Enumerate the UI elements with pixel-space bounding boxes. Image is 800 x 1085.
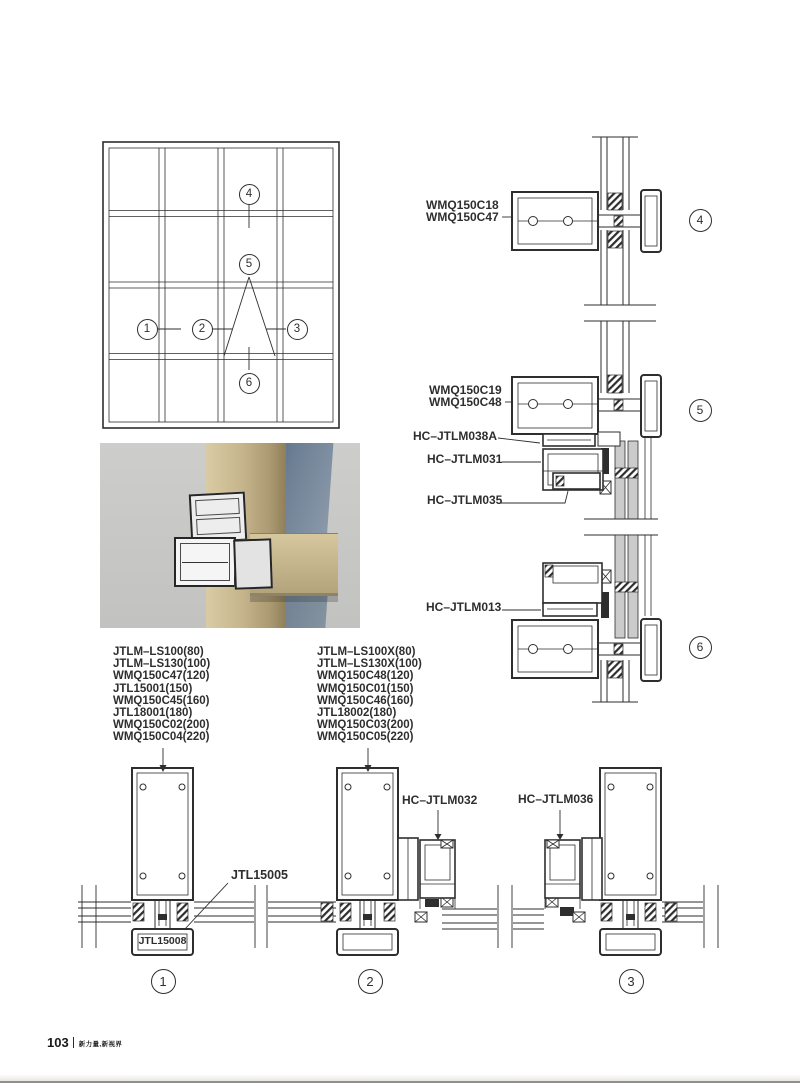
profile-label: WMQ150C48	[429, 395, 502, 410]
section5-sash-bead-label: HC–JTLM035	[427, 493, 503, 507]
part-list-item: WMQ150C46(160)	[317, 694, 414, 707]
section3-sash	[545, 810, 602, 909]
part-list-item: JTLM–LS100X(80)	[317, 646, 416, 658]
photo-sash-profile	[189, 492, 247, 544]
elevation-callout-1: 1	[137, 319, 158, 340]
part-list-item: WMQ150C01(150)	[317, 682, 414, 695]
part-list-item: JTL15001(150)	[113, 682, 193, 695]
part-list-item: WMQ150C02(200)	[113, 719, 210, 732]
section1-cap-label: JTL15008	[138, 935, 187, 947]
part-list-item: JTL18001(180)	[113, 707, 193, 720]
section4-profile-labels	[426, 199, 499, 224]
section4-callout: 4	[689, 209, 712, 232]
section2-callout: 2	[358, 969, 383, 994]
section1-callout: 1	[151, 969, 176, 994]
section3-mullion	[600, 768, 661, 955]
elevation-callout-6: 6	[239, 373, 260, 394]
page-number: 103	[47, 1035, 69, 1050]
section2-mullion	[337, 748, 398, 955]
profile-label: WMQ150C47	[426, 210, 499, 225]
section5-transom	[505, 375, 661, 437]
part-list-item: JTLM–LS130X(100)	[317, 658, 422, 671]
section4-transom	[502, 190, 661, 252]
section6-vent-sash	[502, 563, 602, 616]
cover-cap	[600, 929, 661, 955]
part-list-item: WMQ150C45(160)	[113, 694, 210, 707]
photo-shadow	[250, 593, 338, 602]
elevation-callout-3: 3	[287, 319, 308, 340]
profile-label: WMQ150C19	[429, 383, 502, 397]
part-list-item: WMQ150C47(120)	[113, 670, 210, 683]
elevation-callout-4: 4	[239, 184, 260, 205]
section5-profile-labels	[429, 384, 502, 409]
section3-sash-label: HC–JTLM036	[518, 792, 594, 806]
elevation-callout-5: 5	[239, 254, 260, 275]
part-list-item: JTLM–LS130(100)	[113, 658, 211, 671]
part-list-right	[317, 646, 422, 744]
section2-sash-label: HC–JTLM032	[402, 793, 478, 807]
part-list-item: JTL18002(180)	[317, 707, 397, 720]
cover-cap	[641, 619, 661, 681]
cover-cap	[641, 190, 661, 252]
elevation-grid	[103, 142, 339, 428]
section6-callout: 6	[689, 636, 712, 659]
section6-transom	[512, 619, 661, 681]
cover-cap	[641, 375, 661, 437]
section3-callout: 3	[619, 969, 644, 994]
photo-mullion-profile	[174, 537, 236, 587]
section1-mullion	[132, 748, 228, 955]
section5-sash-top-label: HC–JTLM038A	[413, 429, 498, 443]
page-footer	[47, 1035, 122, 1050]
detail-photo	[100, 443, 360, 628]
elevation-callout-2: 2	[192, 319, 213, 340]
footer-divider	[73, 1037, 74, 1048]
part-list-item: WMQ150C03(200)	[317, 719, 414, 732]
page-bottom-shade	[0, 1074, 800, 1081]
profile-label: WMQ150C18	[426, 198, 499, 212]
part-list-item: WMQ150C04(220)	[113, 731, 210, 744]
part-list-left	[113, 646, 210, 744]
section2-sash	[398, 810, 455, 909]
section5-sash-frame-label: HC–JTLM031	[427, 452, 503, 466]
cover-cap	[337, 929, 398, 955]
section6-sash-frame-label: HC–JTLM013	[426, 600, 502, 614]
part-list-item: WMQ150C48(120)	[317, 670, 414, 683]
section5-callout: 5	[689, 399, 712, 422]
part-list-item: WMQ150C05(220)	[317, 731, 414, 744]
photo-cap-profile	[233, 538, 273, 589]
section1-gasket-label: JTL15005	[231, 868, 288, 882]
part-list-item: JTLM–LS100(80)	[113, 646, 204, 658]
page-bottom-edge	[0, 1081, 800, 1083]
footer-slogan: 新力量,新视界	[78, 1041, 123, 1048]
